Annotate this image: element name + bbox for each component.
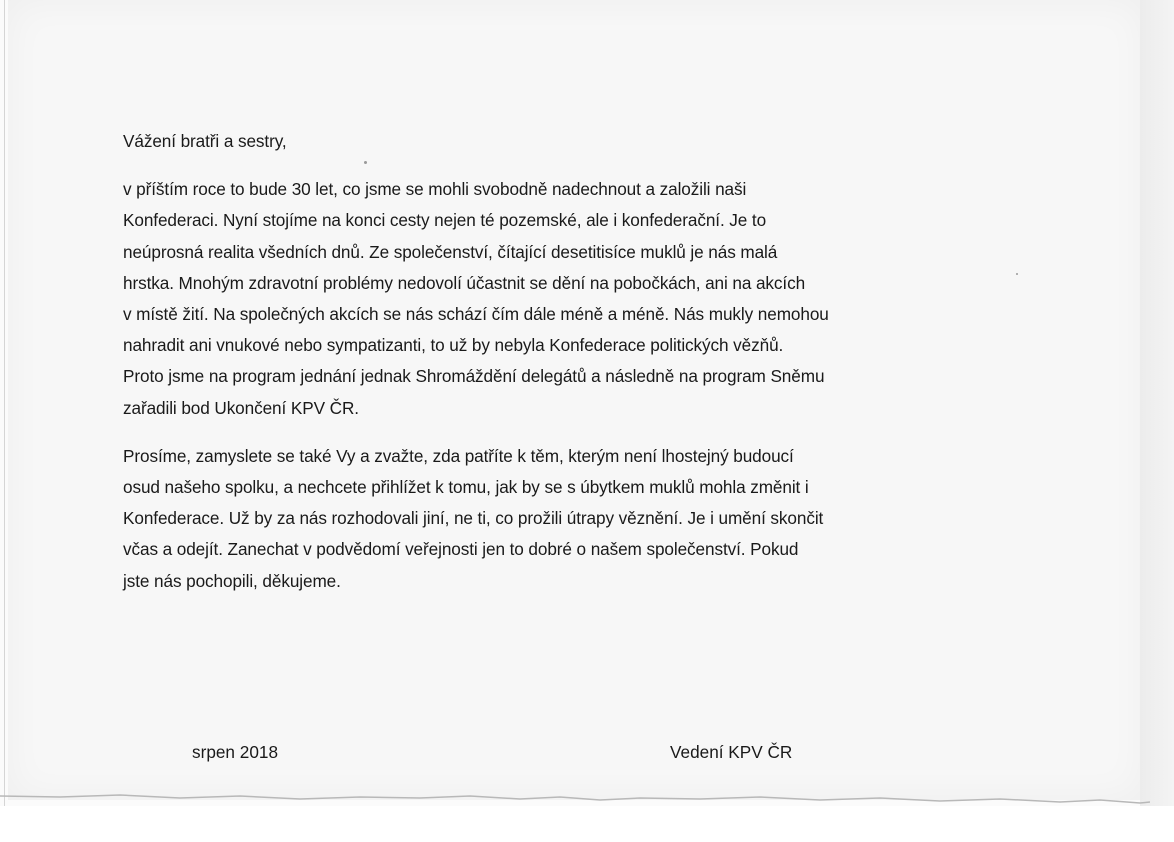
text-line: v příštím roce to bude 30 let, co jsme se mohli svobodně nadechnout a založili naši: [123, 179, 747, 200]
letter-paragraph-2: [123, 441, 1003, 597]
text-line: hrstka. Mnohým zdravotní problémy nedovolí účastnit se dění na pobočkách, ani na akcích: [123, 272, 806, 293]
text-line: Prosíme, zamyslete se také Vy a zvažte, zda patříte k těm, kterým není lhostejný budoucí: [123, 445, 794, 466]
letter-signature: Vedení KPV ČR: [670, 742, 793, 762]
text-line: Konfederaci. Nyní stojíme na konci cesty nejen té pozemské, ale i konfederační. Je to: [123, 210, 767, 231]
text-line: jste nás pochopili, děkujeme.: [123, 570, 341, 591]
letter-greeting: Vážení bratři a sestry,: [123, 131, 287, 151]
letter-date: srpen 2018: [192, 742, 279, 762]
text-line: neúprosná realita všedních dnů. Ze společenství, čítající desetitisíce muklů je nás malá: [123, 241, 778, 262]
letter-body: [123, 126, 1003, 614]
text-line: Konfederace. Už by za nás rozhodovali jiní, ne ti, co prožili útrapy věznění. Je i umění skončit: [123, 508, 824, 529]
text-line: v místě žití. Na společných akcích se nás schází čím dále méně a méně. Nás mukly nemohou: [123, 304, 829, 325]
text-line: osud našeho spolku, a nechcete přihlížet k tomu, jak by se s úbytkem muklů mohla změnit i: [123, 477, 809, 498]
scan-edge-left: [4, 0, 5, 842]
text-line: Proto jsme na program jednání jednak Shromáždění delegátů a následně na program Sněmu: [123, 366, 825, 387]
text-line: včas a odejít. Zanechat v podvědomí veřejnosti jen to dobré o našem společenství. Pokud: [123, 539, 799, 560]
scan-margin-right: [1140, 0, 1174, 842]
text-line: nahradit ani vnukové nebo sympatizanti, to už by nebyla Konfederace politických vězňů.: [123, 335, 784, 356]
letter-paragraph-1: [123, 174, 1003, 424]
torn-paper-edge: [0, 790, 1150, 810]
text-line: zařadili bod Ukončení KPV ČR.: [123, 397, 359, 418]
scan-margin-bottom: [0, 806, 1174, 842]
scan-speck: [1016, 273, 1018, 275]
